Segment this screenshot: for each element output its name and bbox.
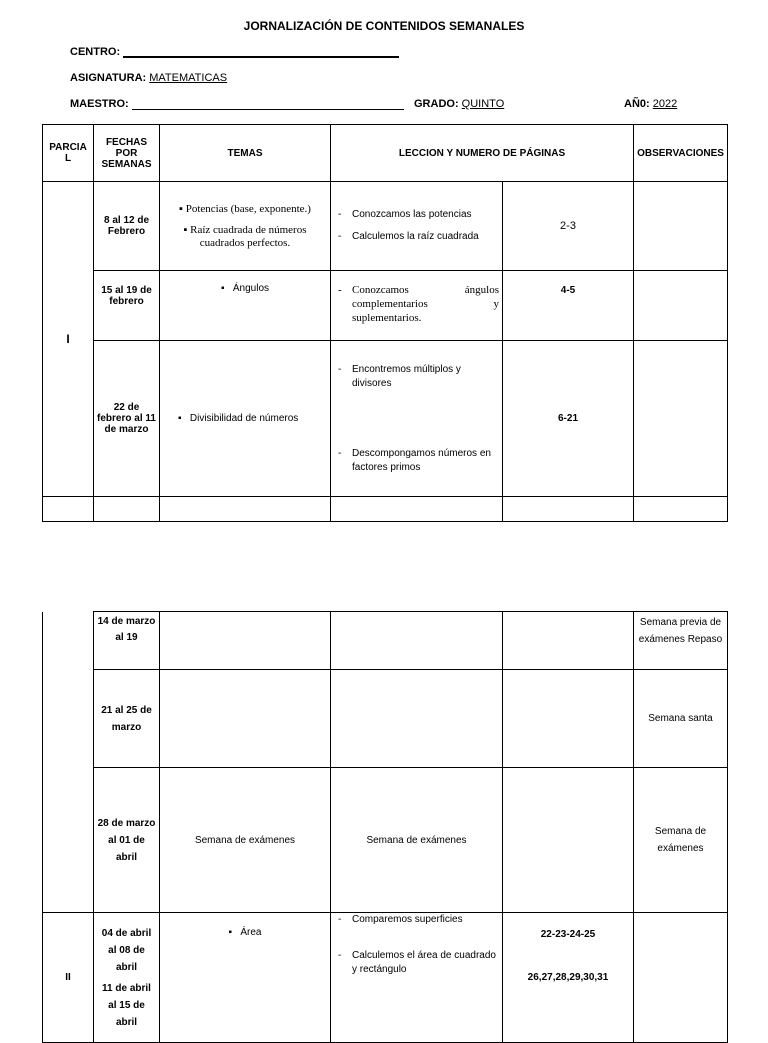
centro-label: CENTRO: [70, 46, 121, 58]
empty-cell [634, 497, 728, 522]
paginas-cell: 2-3 [503, 182, 634, 271]
observaciones-cell [634, 182, 728, 271]
paginas-item: 22-23-24-25 [540, 929, 596, 940]
leccion-item: - Descompongamos números en factores primos [334, 447, 499, 475]
tema-item: ▪ Potencias (base, exponente.) [179, 202, 311, 215]
asignatura-value: MATEMATICAS [149, 72, 228, 84]
empty-cell [43, 497, 94, 522]
leccion-item: - Comparemos superficies [334, 913, 499, 927]
header-leccion: LECCION Y NUMERO DE PÁGINAS [331, 125, 634, 182]
leccion-cell: Semana de exámenes [331, 768, 503, 913]
tema-cell [160, 670, 331, 768]
parcial-cell [43, 612, 94, 913]
asignatura-label: ASIGNATURA: [70, 72, 147, 84]
fecha-cell: 8 al 12 de Febrero [94, 182, 160, 271]
tema-cell: ▪ Área [160, 913, 331, 1043]
contents-table-2 [42, 611, 728, 1043]
grado-value: QUINTO [461, 98, 505, 110]
document-title: JORNALIZACIÓN DE CONTENIDOS SEMANALES [243, 19, 525, 33]
table-row [43, 341, 728, 497]
tema-item: ▪ Raíz cuadrada de números cuadrados perfectos. [183, 223, 307, 249]
paginas-item: 26,27,28,29,30,31 [527, 972, 609, 983]
observaciones-cell [634, 913, 728, 1043]
header-temas: TEMAS [160, 125, 331, 182]
grado-line [414, 98, 504, 110]
tema-cell: ▪ Divisibilidad de números [160, 341, 331, 497]
leccion-cell [331, 612, 503, 670]
table-row [43, 913, 728, 1043]
tema-cell [160, 612, 331, 670]
maestro-label: MAESTRO: [70, 98, 129, 110]
grado-label: GRADO: [414, 98, 459, 110]
fecha-cell [94, 913, 160, 1043]
fecha-cell: 22 de febrero al 11 de marzo [94, 341, 160, 497]
empty-cell [503, 497, 634, 522]
fecha-cell: 14 de marzo al 19 [94, 612, 160, 670]
maestro-blank [132, 109, 404, 110]
leccion-item: - Encontremos múltiplos y divisores [334, 363, 499, 391]
centro-line [70, 46, 399, 58]
paginas-cell: 6-21 [503, 341, 634, 497]
observaciones-cell: Semana santa [634, 670, 728, 768]
parcial-cell: II [43, 913, 94, 1043]
leccion-cell [331, 271, 503, 341]
centro-blank [123, 56, 399, 58]
header-parcial: PARCIA L [43, 125, 94, 182]
contents-table-1 [42, 124, 728, 522]
parcial-cell: I [43, 182, 94, 497]
leccion-cell [331, 670, 503, 768]
table-row [43, 768, 728, 913]
anio-value: 2022 [652, 98, 678, 110]
fecha-item: 04 de abril al 08 de abril [101, 928, 152, 973]
observaciones-cell: Semana previa de exámenes Repaso [634, 612, 728, 670]
observaciones-cell [634, 341, 728, 497]
table-header-row [43, 125, 728, 182]
tema-cell: ▪ Ángulos [160, 271, 331, 341]
leccion-cell [331, 182, 503, 271]
fecha-cell: 28 de marzo al 01 de abril [94, 768, 160, 913]
empty-cell [94, 497, 160, 522]
leccion-cell [331, 913, 503, 1043]
tema-cell [160, 182, 331, 271]
table-row-empty [43, 497, 728, 522]
maestro-line [70, 98, 404, 110]
leccion-item: - Calculemos el área de cuadrado y rectángulo [334, 949, 499, 977]
table-row [43, 182, 728, 271]
leccion-item: - Calculemos la raíz cuadrada [334, 230, 499, 244]
header-observaciones: OBSERVACIONES [634, 125, 728, 182]
table-row [43, 670, 728, 768]
paginas-cell: 4-5 [503, 271, 634, 341]
paginas-cell [503, 670, 634, 768]
leccion-item: - Conozcamos las potencias [334, 208, 499, 222]
header-fechas: FECHAS POR SEMANAS [94, 125, 160, 182]
empty-cell [331, 497, 503, 522]
asignatura-line [70, 72, 227, 84]
paginas-cell [503, 913, 634, 1043]
table-row [43, 612, 728, 670]
paginas-cell [503, 612, 634, 670]
observaciones-cell [634, 271, 728, 341]
observaciones-cell: Semana de exámenes [634, 768, 728, 913]
empty-cell [160, 497, 331, 522]
fecha-item: 11 de abril al 15 de abril [102, 983, 151, 1028]
anio-label: AÑ0: [624, 98, 650, 110]
leccion-item: - Conozcamos ángulos complementarios y suplementarios. [334, 283, 499, 325]
tema-cell: Semana de exámenes [160, 768, 331, 913]
fecha-cell: 15 al 19 de febrero [94, 271, 160, 341]
paginas-cell [503, 768, 634, 913]
leccion-cell [331, 341, 503, 497]
fecha-cell: 21 al 25 de marzo [94, 670, 160, 768]
anio-line [624, 98, 677, 110]
table-row [43, 271, 728, 341]
